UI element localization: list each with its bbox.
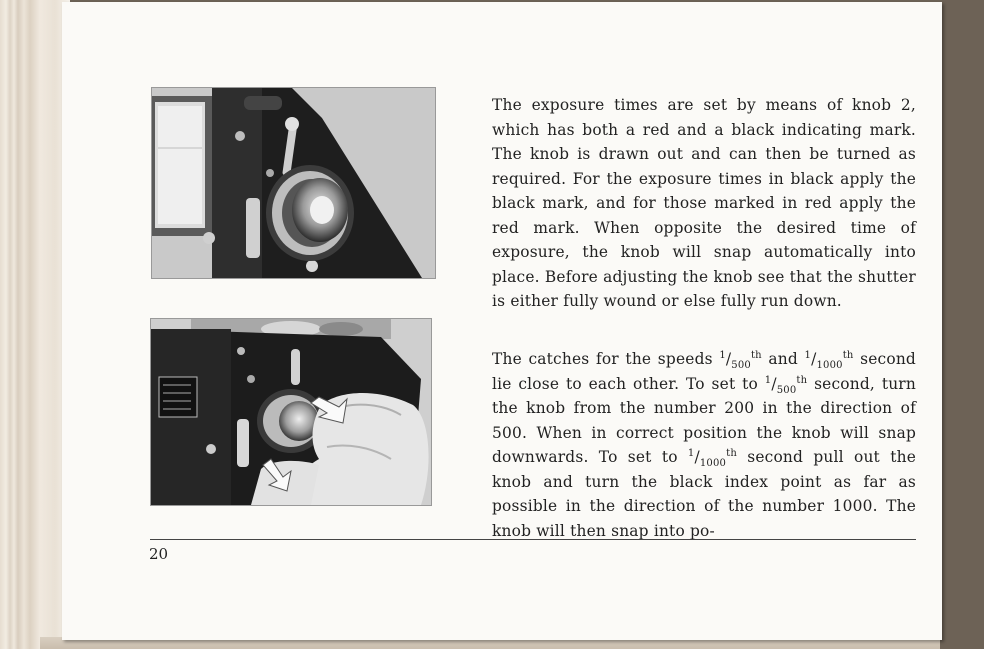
fraction-numerator: 1 xyxy=(719,350,726,362)
fraction-denominator: 500 xyxy=(731,360,751,372)
ordinal-suffix: th xyxy=(842,350,854,362)
fraction-numerator: 1 xyxy=(687,448,695,460)
fraction-denominator: 1000 xyxy=(699,458,727,470)
ordinal-suffix: th xyxy=(796,374,808,386)
text-segment: The catches for the speeds xyxy=(492,350,720,369)
instruction-paragraph-speed-catches: The catches for the speeds $^1/_{500}^{th}$ and $^1/_{1000}^{th}$ second lie close to each other. To set to $^1/_{500}^{th}$ second, turn the knob from the number 200 in the direction of 500. When in correct position the knob will snap downwards. To set to $^1/_{1000}^{th}$ second pull out the knob and turn the black index point as far as possible in the direction of the number 1000. The knob will then snap into po- xyxy=(492,350,916,540)
fraction-denominator: 1000 xyxy=(816,360,843,372)
book-page xyxy=(62,2,942,640)
ordinal-suffix: th xyxy=(726,448,737,460)
text-segment: and xyxy=(761,350,805,369)
fraction-numerator: 1 xyxy=(804,350,812,362)
text-segment: second lie close to each other. To set to xyxy=(492,350,916,393)
fraction-denominator: 500 xyxy=(776,384,797,396)
text-segment: second pull out the knob and turn the black index point as far as possible in the direction of the number 1000. The knob will then snap into po- xyxy=(492,448,916,540)
book-page-edges xyxy=(0,0,70,649)
footer-rule xyxy=(150,539,916,540)
instruction-paragraph-exposure-times: The exposure times are set by means of knob 2, which has both a red and a black indicating mark. The knob is drawn out and can then be turned as required. For the exposure times in black apply the black mark, and for those marked in red apply the red mark. When opposite the desired time of exposure, the knob will snap automatically into place. Before adjusting the knob see that the shutter is either fully wound or else fully run down. xyxy=(492,96,916,311)
hand-turning-knob-photo xyxy=(150,318,432,506)
text-segment: second, turn the knob from the number 200 in the direction of 500. When in correct position the knob will snap downwards. To set to xyxy=(492,374,916,467)
page-number: 20 xyxy=(149,545,169,563)
camera-knob-photo xyxy=(151,87,436,279)
ordinal-suffix: th xyxy=(750,350,762,362)
fraction-numerator: 1 xyxy=(764,374,772,386)
